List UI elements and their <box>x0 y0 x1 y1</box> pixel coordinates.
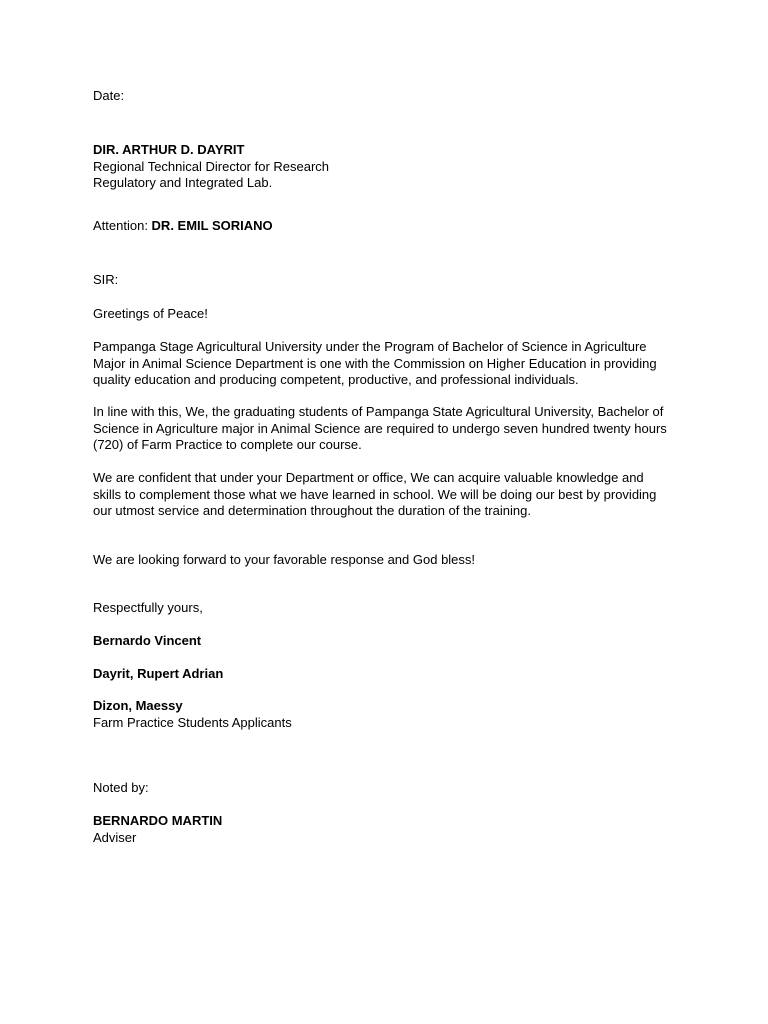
attention-label: Attention: <box>93 218 152 233</box>
signatory-3: Dizon, Maessy <box>93 698 183 713</box>
paragraph-2-line: In line with this, We, the graduating students of Pampanga State Agricultural University, Bachelor of <box>93 404 664 419</box>
salutation: SIR: <box>93 272 119 287</box>
adviser-name: BERNARDO MARTIN <box>93 813 223 828</box>
recipient-name: DIR. ARTHUR D. DAYRIT <box>93 142 245 157</box>
paragraph-1 <box>93 339 678 389</box>
paragraph-3-line: our utmost service and determination throughout the duration of the training. <box>93 503 531 518</box>
greeting: Greetings of Peace! <box>93 306 208 321</box>
signatories-role: Farm Practice Students Applicants <box>93 715 292 730</box>
paragraph-2-line: (720) of Farm Practice to complete our course. <box>93 437 362 452</box>
signatory-2: Dayrit, Rupert Adrian <box>93 666 224 681</box>
paragraph-2-line: Science in Agriculture major in Animal Science are required to undergo seven hundred twenty hours <box>93 420 667 436</box>
adviser-role: Adviser <box>93 829 137 845</box>
recipient-title-line2: Regulatory and Integrated Lab. <box>93 175 273 190</box>
signatory-1: Bernardo Vincent <box>93 633 202 648</box>
date-label: Date: <box>93 88 125 103</box>
paragraph-1-line: Pampanga Stage Agricultural University under the Program of Bachelor of Science in Agriculture <box>93 339 647 354</box>
paragraph-2 <box>93 404 678 454</box>
paragraph-3-line: We are confident that under your Department or office, We can acquire valuable knowledge and <box>93 470 644 485</box>
complimentary-close: Respectfully yours, <box>93 600 203 615</box>
recipient-title-line1: Regional Technical Director for Research <box>93 158 330 174</box>
noted-by-label: Noted by: <box>93 780 149 795</box>
attention-name: DR. EMIL SORIANO <box>151 218 273 233</box>
paragraph-3 <box>93 470 678 520</box>
paragraph-1-line: Major in Animal Science Department is one with the Commission on Higher Education in providing <box>93 355 657 371</box>
paragraph-3-line: skills to complement those what we have learned in school. We will be doing our best by providing <box>93 486 657 502</box>
attention-line <box>93 218 273 235</box>
paragraph-1-line: quality education and producing competent, productive, and professional individuals. <box>93 372 579 387</box>
closing-line: We are looking forward to your favorable response and God bless! <box>93 552 476 567</box>
